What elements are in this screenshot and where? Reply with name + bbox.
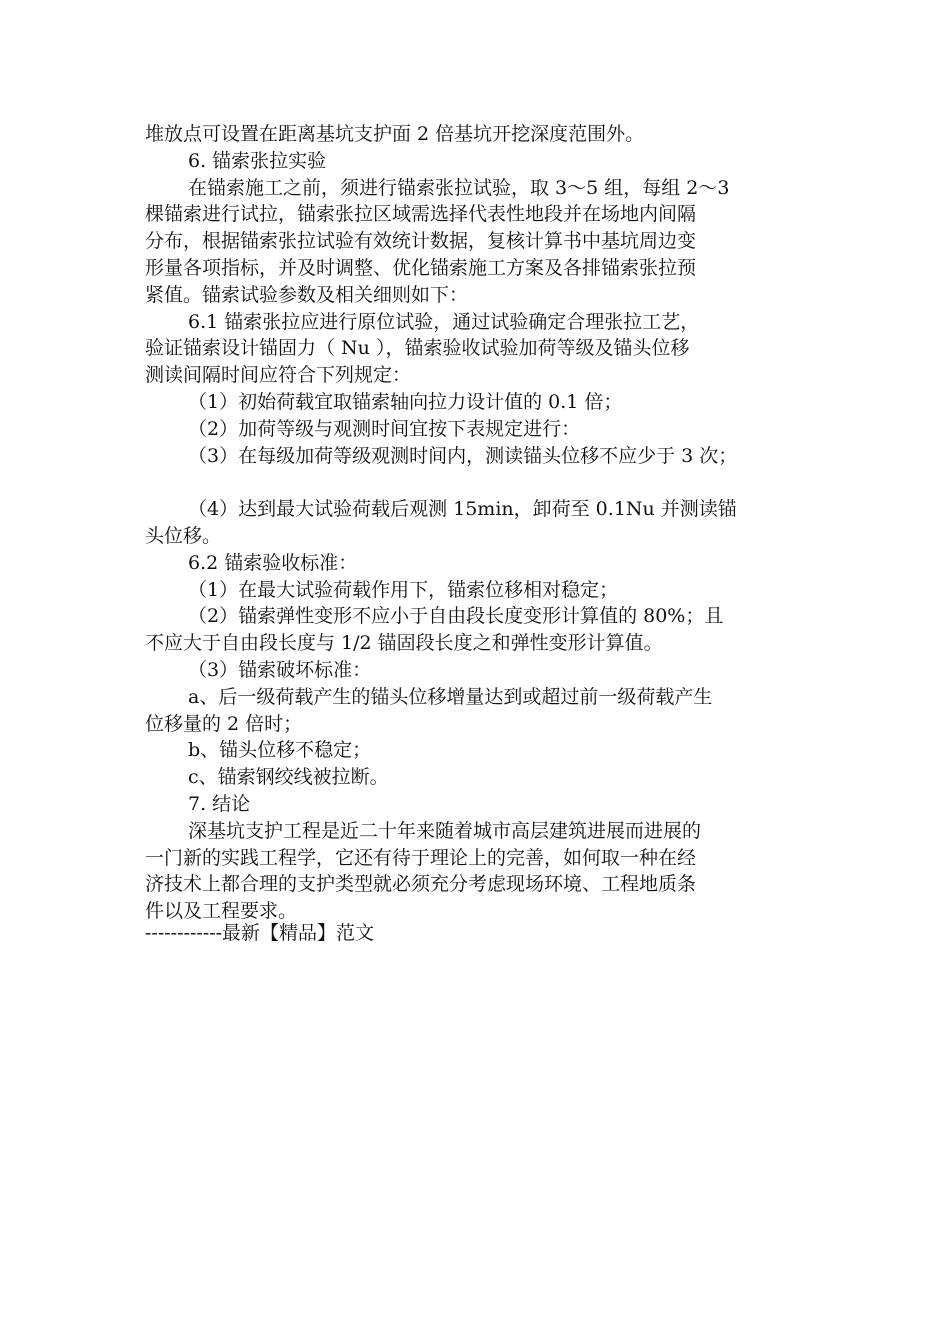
subsection-heading: 6.1 锚索张拉应进行原位试验，通过试验确定合理张拉工艺，	[188, 310, 700, 333]
footer-text: ------------最新【精品】范文	[145, 922, 375, 944]
text-line: 件以及工程要求。	[145, 900, 298, 923]
document-body	[145, 121, 825, 925]
section-heading: 6. 锚索张拉实验	[188, 149, 327, 172]
list-item: （3）锚索破坏标准：	[188, 658, 372, 681]
list-item: a、后一级荷载产生的锚头位移增量达到或超过前一级荷载产生	[188, 685, 713, 708]
list-item: c、锚索钢绞线被拉断。	[188, 766, 389, 789]
text-line: 在锚索施工之前，须进行锚索张拉试验，取 3～5 组，每组 2～3	[188, 176, 730, 199]
list-item: （3）在每级加荷等级观测时间内，测读锚头位移不应少于 3 次；	[188, 444, 738, 467]
text-line: 一门新的实践工程学，它还有待于理论上的完善，如何取一种在经	[145, 846, 697, 869]
text-line: 形量各项指标，并及时调整、优化锚索施工方案及各排锚索张拉预	[145, 256, 697, 279]
text-line: 紧值。锚索试验参数及相关细则如下：	[145, 283, 469, 306]
list-item: （2）加荷等级与观测时间宜按下表规定进行：	[188, 417, 581, 440]
subsection-heading: 6.2 锚索验收标准：	[188, 551, 358, 574]
text-line: 堆放点可设置在距离基坑支护面 2 倍基坑开挖深度范围外。	[145, 123, 645, 145]
list-item: （2）锚索弹性变形不应小于自由段长度变形计算值的 80%；且	[188, 605, 724, 628]
text-line: 验证锚索设计锚固力（ Nu ），锚索验收试验加荷等级及锚头位移	[145, 337, 690, 360]
list-item: b、锚头位移不稳定；	[188, 739, 372, 762]
section-heading: 7. 结论	[188, 792, 251, 815]
text-line: 棵锚索进行试拉，锚索张拉区域需选择代表性地段并在场地内间隔	[145, 203, 697, 226]
text-line: 深基坑支护工程是近二十年来随着城市高层建筑进展而进展的	[188, 819, 702, 842]
list-item: （4）达到最大试验荷载后观测 15min，卸荷至 0.1Nu 并测读锚	[188, 498, 737, 521]
text-line: 头位移。	[145, 524, 222, 547]
list-item: （1）在最大试验荷载作用下，锚索位移相对稳定；	[188, 578, 619, 601]
text-line: 测读间隔时间应符合下列规定：	[145, 364, 412, 387]
text-line: 济技术上都合理的支护类型就必须充分考虑现场环境、工程地质条	[145, 873, 697, 896]
text-line: 位移量的 2 倍时；	[145, 712, 303, 735]
list-item: （1）初始荷载宜取锚索轴向拉力设计值的 0.1 倍；	[188, 390, 623, 413]
text-line: 分布，根据锚索张拉试验有效统计数据，复核计算书中基坑周边变	[145, 230, 697, 253]
blank-line	[145, 469, 825, 496]
text-line: 不应大于自由段长度与 1/2 锚固段长度之和弹性变形计算值。	[145, 632, 663, 655]
